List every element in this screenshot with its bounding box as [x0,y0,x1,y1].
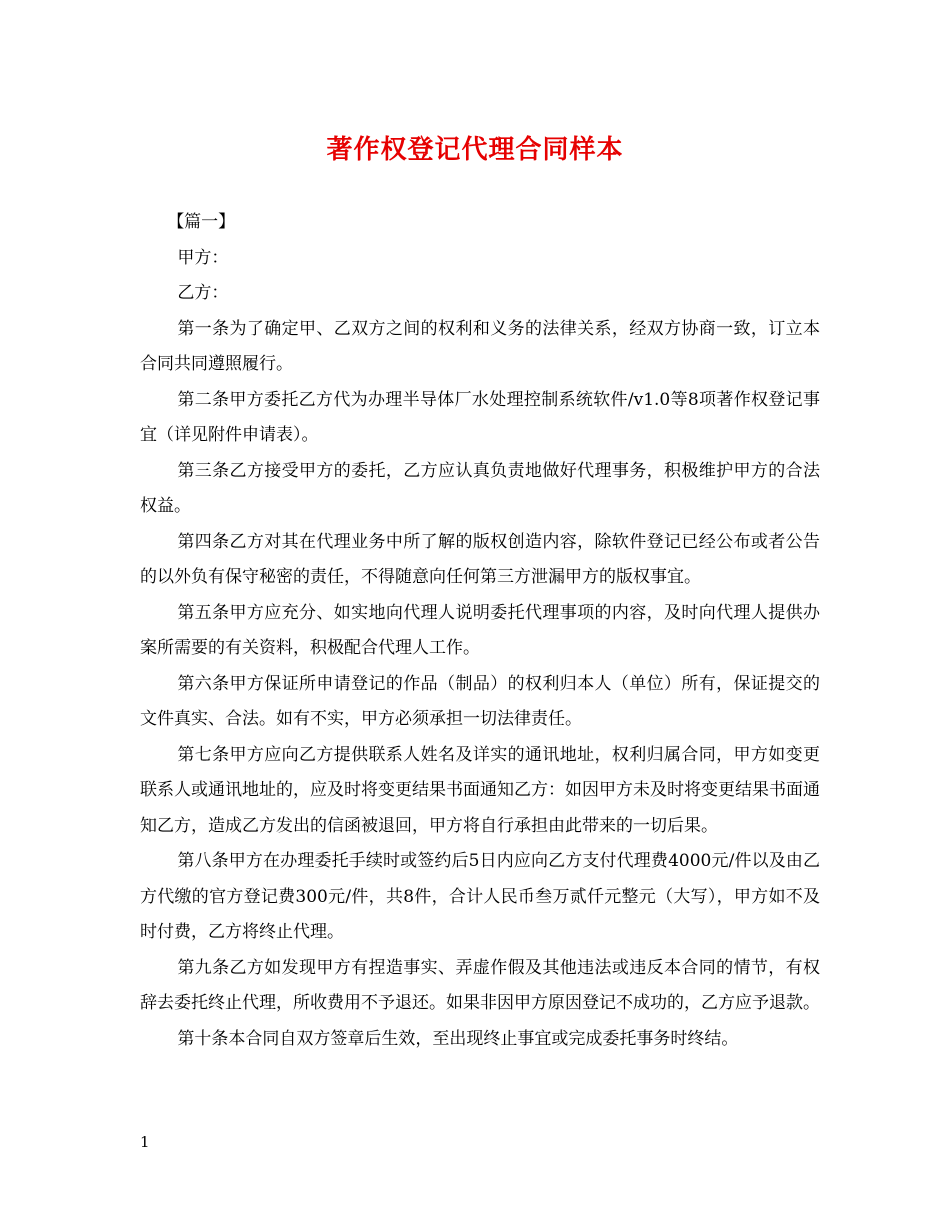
party-b-label: 乙方： [177,283,229,303]
article-7: 第七条甲方应向乙方提供联系人姓名及详实的通讯地址，权利归属合同，甲方如变更联系人或通讯地址的，应及时将变更结果书面通知乙方：如因甲方未及时将变更结果书面通知乙方，造成乙方发出的信函被退回，甲方将自行承担由此带来的一切后果。 [140,744,820,836]
page-number: 1 [140,1133,150,1151]
article-3: 第三条乙方接受甲方的委托，乙方应认真负责地做好代理事务，积极维护甲方的合法权益。 [140,460,820,516]
article-5: 第五条甲方应充分、如实地向代理人说明委托代理事项的内容，及时向代理人提供办案所需要的有关资料，积极配合代理人工作。 [140,602,820,658]
article-9: 第九条乙方如发现甲方有捏造事实、弄虚作假及其他违法或违反本合同的情节，有权辞去委托终止代理，所收费用不予退还。如果非因甲方原因登记不成功的，乙方应予退款。 [140,957,820,1013]
article-10: 第十条本合同自双方签章后生效，至出现终止事宜或完成委托事务时终结。 [177,1028,739,1049]
article-2: 第二条甲方委托乙方代为办理半导体厂水处理控制系统软件/v1.0等8项著作权登记事宜（详见附件申请表）。 [140,389,820,445]
article-6: 第六条甲方保证所申请登记的作品（制品）的权利归本人（单位）所有，保证提交的文件真实、合法。如有不实，甲方必须承担一切法律责任。 [140,673,820,729]
document-body [140,205,820,1057]
party-a-label: 甲方： [177,247,229,268]
article-4: 第四条乙方对其在代理业务中所了解的版权创造内容，除软件登记已经公布或者公告的以外负有保守秘密的责任，不得随意向任何第三方泄漏甲方的版权事宜。 [140,531,820,587]
article-8: 第八条甲方在办理委托手续时或签约后5日内应向乙方支付代理费4000元/件以及由乙方代缴的官方登记费300元/件，共8件，合计人民币叁万贰仟元整元（大写），甲方如不及时付费，乙方将终止代理。 [140,851,820,942]
section-heading: 【篇一】 [167,212,236,232]
article-1: 第一条为了确定甲、乙双方之间的权利和义务的法律关系，经双方协商一致，订立本合同共同遵照履行。 [140,318,820,374]
document-title: 著作权登记代理合同样本 [326,135,624,165]
